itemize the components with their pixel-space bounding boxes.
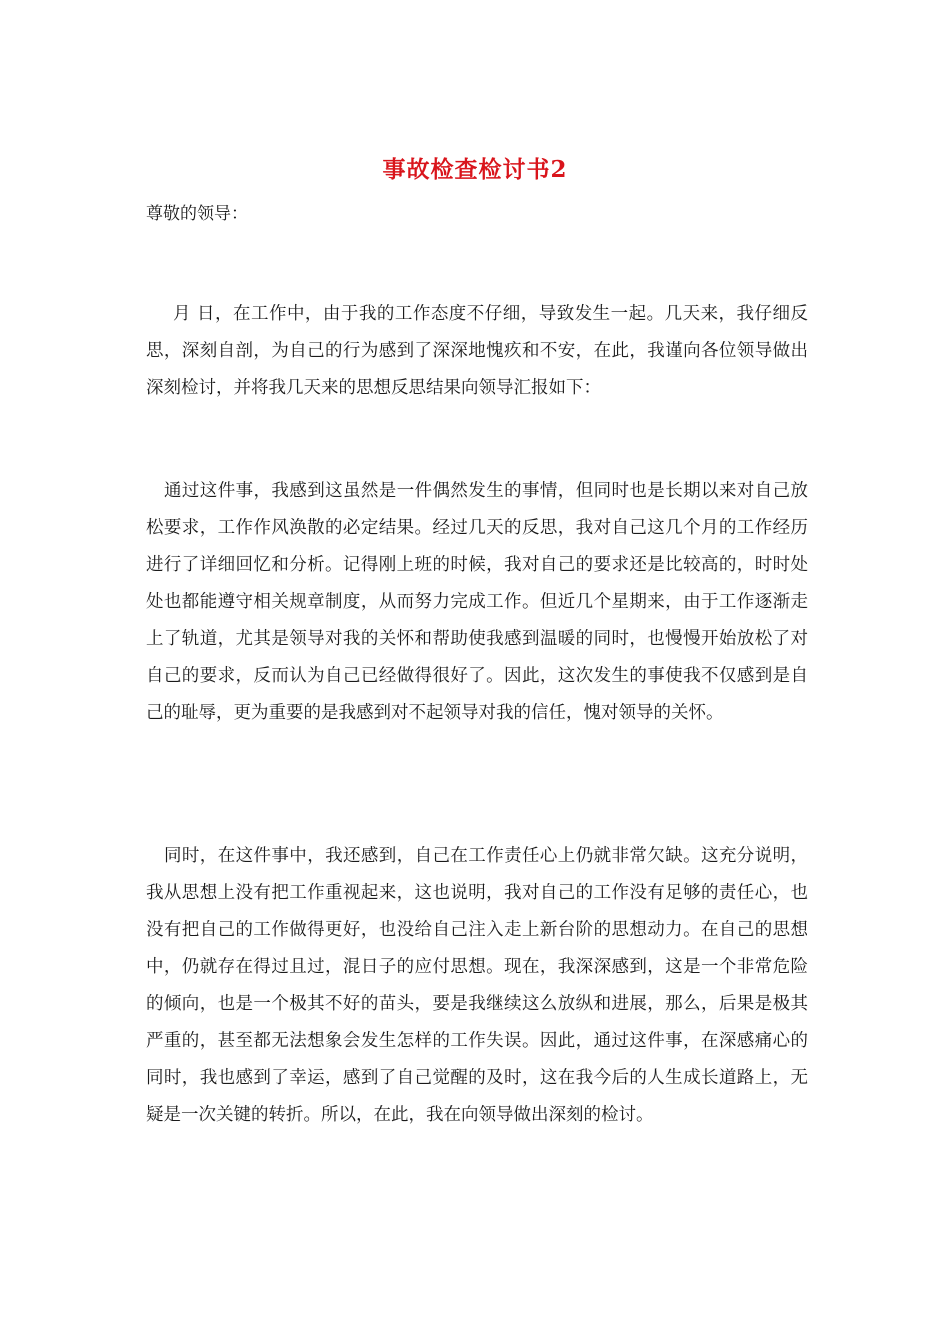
paragraph-1: 月 日，在工作中，由于我的工作态度不仔细，导致发生一起。几天来，我仔细反思，深刻自剖，为自己的行为感到了深深地愧疚和不安，在此，我谨向各位领导做出深刻检讨，并将我几天来的思想反思结果向领导汇报如下： <box>146 304 808 398</box>
paragraph-3: 同时，在这件事中，我还感到，自己在工作责任心上仍就非常欠缺。这充分说明，我从思想上没有把工作重视起来，这也说明，我对自己的工作没有足够的责任心，也没有把自己的工作做得更好，也没给自己注入走上新台阶的思想动力。在自己的思想中，仍就存在得过且过，混日子的应付思想。现在，我深深感到，这是一个非常危险的倾向，也是一个极其不好的苗头，要是我继续这么放纵和进展，那么，后果是极其严重的，甚至都无法想象会发生怎样的工作失误。因此，通过这件事，在深感痛心的同时，我也感到了幸运，感到了自己觉醒的及时，这在我今后的人生成长道路上，无疑是一次关键的转折。所以，在此，我在向领导做出深刻的检讨。 <box>146 846 808 1125</box>
paragraph-2: 通过这件事，我感到这虽然是一件偶然发生的事情，但同时也是长期以来对自己放松要求，工作作风涣散的必定结果。经过几天的反思，我对自己这几个月的工作经历进行了详细回忆和分析。记得刚上班的时候，我对自己的要求还是比较高的，时时处处也都能遵守相关规章制度，从而努力完成工作。但近几个星期来，由于工作逐渐走上了轨道，尤其是领导对我的关怀和帮助使我感到温暖的同时，也慢慢开始放松了对自己的要求，反而认为自己已经做得很好了。因此，这次发生的事使我不仅感到是自己的耻辱，更为重要的是我感到对不起领导对我的信任，愧对领导的关怀。 <box>146 481 808 723</box>
document-title: 事故检查检讨书2 <box>382 156 568 183</box>
salutation: 尊敬的领导： <box>146 204 248 224</box>
